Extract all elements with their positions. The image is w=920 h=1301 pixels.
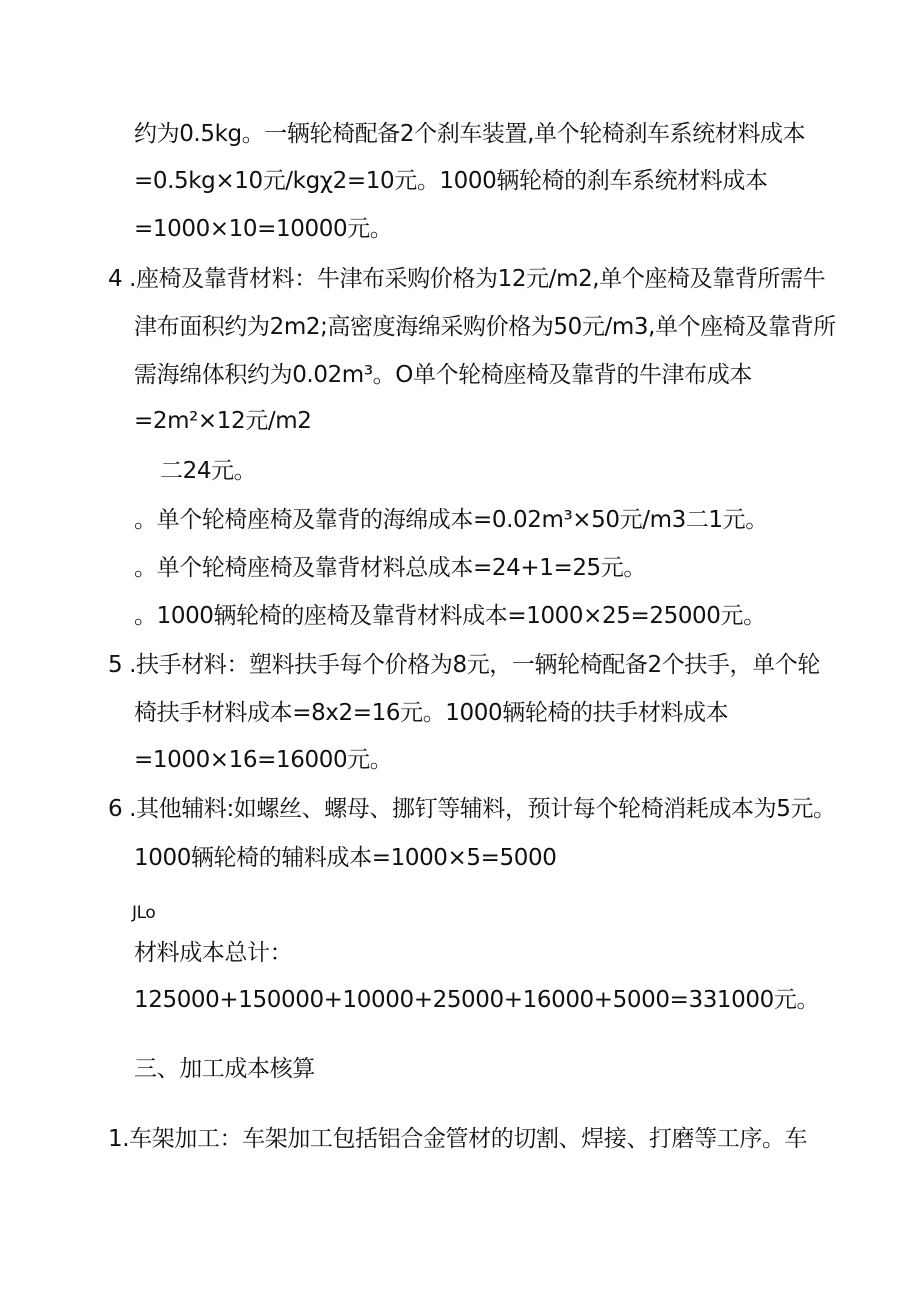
- list-item-4: 4 .座椅及靠背材料：牛津布采购价格为12元/m2,单个座椅及靠背所需牛: [108, 266, 826, 292]
- list-item-5: 5 .扶手材料：塑料扶手每个价格为8元，一辆轮椅配备2个扶手，单个轮: [108, 652, 820, 678]
- text-line: 。单个轮椅座椅及靠背的海绵成本=0.02m³×50元/m3二1元。: [134, 507, 768, 533]
- text-line: =0.5kg×10元/kgχ2=10元。1000辆轮椅的刹车系统材料成本: [134, 168, 768, 194]
- text-line: JLo: [132, 903, 156, 923]
- text-line: 椅扶手材料成本=8x2=16元。1000辆轮椅的扶手材料成本: [134, 700, 729, 726]
- subtotal-formula: 125000+150000+10000+25000+16000+5000=331000元。: [134, 987, 820, 1013]
- text-line: =1000×16=16000元。: [134, 747, 393, 773]
- text-line: 津布面积约为2m2;高密度海绵采购价格为50元/m3,单个座椅及靠背所: [134, 314, 836, 340]
- text-line: 需海绵体积约为0.02m³。O单个轮椅座椅及靠背的牛津布成本: [134, 362, 752, 388]
- list-item-6: 6 .其他辅料:如螺丝、螺母、挪钉等辅料，预计每个轮椅消耗成本为5元。: [108, 796, 836, 822]
- text-line: =2m²×12元/m2: [134, 408, 312, 434]
- text-line: 。单个轮椅座椅及靠背材料总成本=24+1=25元。: [134, 555, 646, 581]
- text-line: =1000×10=10000元。: [134, 216, 393, 242]
- list-item-1: 1.车架加工：车架加工包括铝合金管材的切割、焊接、打磨等工序。车: [108, 1126, 808, 1152]
- text-line: 约为0.5kg。一辆轮椅配备2个刹车装置,单个轮椅刹车系统材料成本: [134, 121, 806, 147]
- text-line: 。1000辆轮椅的座椅及靠背材料成本=1000×25=25000元。: [134, 603, 766, 629]
- section-heading: 三、加工成本核算: [134, 1056, 315, 1082]
- subtotal-heading: 材料成本总计：: [134, 940, 293, 966]
- text-line: 1000辆轮椅的辅料成本=1000×5=5000: [134, 845, 557, 871]
- text-line: 二24元。: [160, 458, 257, 484]
